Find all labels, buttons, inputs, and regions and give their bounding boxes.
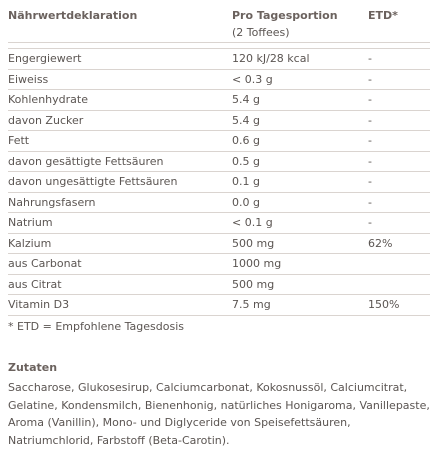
nutrient-name: Vitamin D3: [8, 298, 70, 311]
ingredients-heading: Zutaten: [8, 361, 58, 374]
nutrient-value: 0.5 g: [232, 154, 260, 168]
table-row: [8, 172, 430, 193]
table-row: [8, 193, 430, 214]
nutrient-etd: -: [368, 154, 372, 168]
nutrient-name: Eiweiss: [8, 72, 49, 86]
nutrient-value: 500 mg: [232, 236, 275, 250]
etd-footnote: * ETD = Empfohlene Tagesdosis: [8, 320, 184, 333]
table-row: [8, 234, 430, 255]
nutrient-etd: -: [368, 175, 372, 188]
nutrient-name: davon Zucker: [8, 113, 84, 127]
nutrient-name: aus Citrat: [8, 277, 62, 291]
nutrition-table: [8, 4, 430, 316]
nutrient-name: Engergiewert: [8, 52, 82, 65]
nutrient-etd: -: [368, 93, 372, 106]
table-row: [8, 111, 430, 132]
nutrient-value: 0.0 g: [232, 195, 260, 209]
nutrient-name: davon gesättigte Fettsäuren: [8, 154, 164, 168]
nutrient-etd: -: [368, 113, 372, 127]
nutrient-value: < 0.3 g: [232, 72, 273, 86]
table-row: [8, 295, 430, 316]
ingredients-list: Saccharose, Glukosesirup, Calciumcarbonat, Kokosnussöl, Calciumcitrat, Gelatine, Kondensmilch, Bienenhonig, natürliches Honigaroma, Vanillepaste, Aroma (Vanillin), Mono- und Diglyceride von Speisefettsäuren, Natriumchlorid, Farbstoff (Beta-Carotin).: [8, 381, 430, 447]
nutrient-value: 120 kJ/28 kcal: [232, 52, 310, 65]
nutrient-etd: -: [368, 52, 372, 65]
table-row: [8, 48, 430, 70]
nutrient-value: 500 mg: [232, 277, 275, 291]
nutrient-value: < 0.1 g: [232, 216, 273, 229]
header-nutrition-declaration: Nährwertdeklaration: [8, 9, 138, 22]
nutrient-value: 7.5 mg: [232, 298, 271, 311]
table-row: [8, 90, 430, 111]
nutrient-etd: 150%: [368, 298, 400, 311]
nutrient-value: 5.4 g: [232, 93, 260, 106]
table-row: [8, 213, 430, 234]
table-row: [8, 152, 430, 173]
nutrient-etd: -: [368, 216, 372, 229]
table-header: [8, 4, 430, 43]
nutrient-etd: -: [368, 195, 372, 209]
table-row: [8, 131, 430, 152]
nutrient-name: Natrium: [8, 216, 53, 229]
header-etd: ETD*: [368, 9, 398, 22]
header-daily-portion: Pro Tagesportion: [232, 9, 338, 22]
nutrient-value: 1000 mg: [232, 257, 282, 270]
table-row: [8, 70, 430, 91]
nutrient-etd: -: [368, 72, 372, 86]
nutrient-value: 0.1 g: [232, 175, 260, 188]
nutrient-name: davon ungesättigte Fettsäuren: [8, 175, 178, 188]
table-row: [8, 275, 430, 296]
nutrient-name: Fett: [8, 134, 30, 147]
nutrient-value: 5.4 g: [232, 113, 260, 127]
nutrient-name: Kohlenhydrate: [8, 93, 88, 106]
nutrient-etd: 62%: [368, 236, 393, 250]
nutrient-value: 0.6 g: [232, 134, 260, 147]
table-row: [8, 254, 430, 275]
nutrient-etd: -: [368, 134, 372, 147]
header-portion-size: (2 Toffees): [232, 26, 290, 39]
nutrient-name: Kalzium: [8, 236, 52, 250]
nutrient-name: Nahrungsfasern: [8, 195, 96, 209]
nutrient-name: aus Carbonat: [8, 257, 82, 270]
